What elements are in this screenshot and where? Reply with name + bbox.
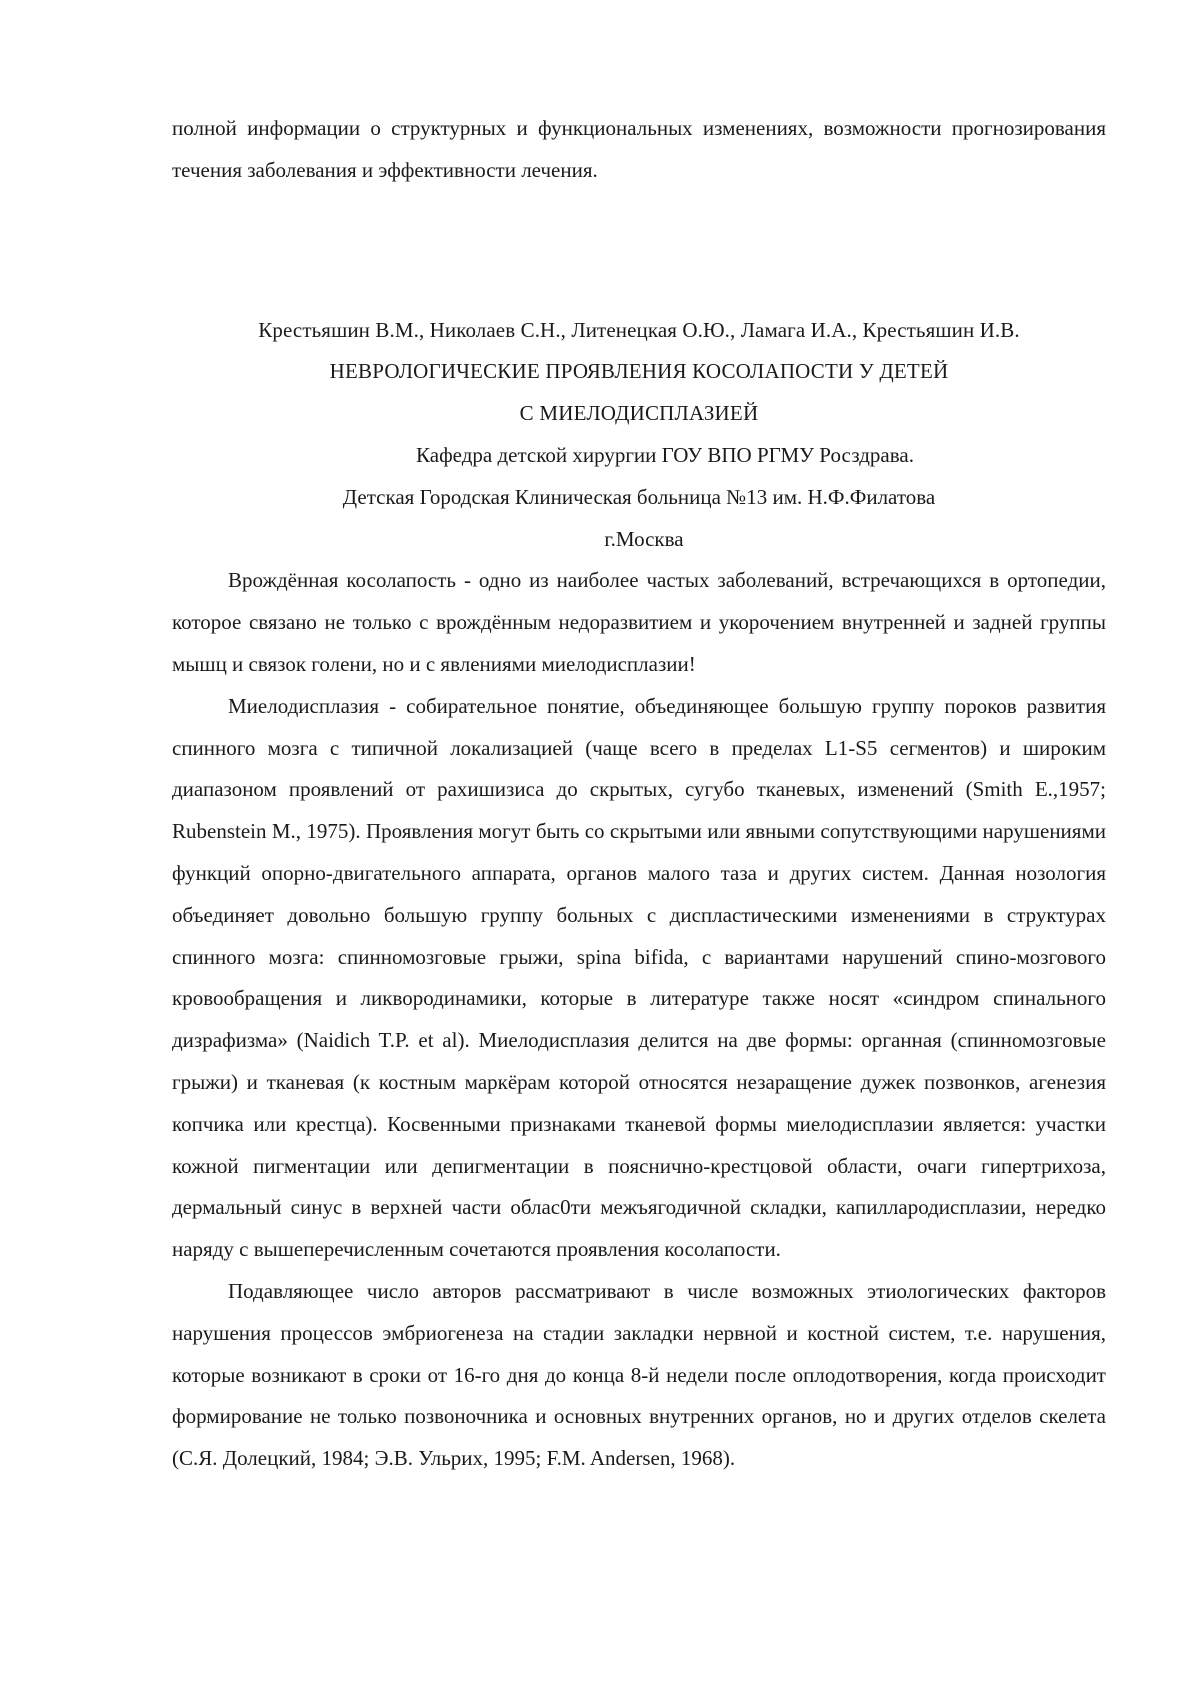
article-affiliation-hospital: Детская Городская Клиническая больница №13 им. Н.Ф.Филатова: [342, 484, 936, 509]
document-page: [172, 108, 1106, 1480]
article-title-line-1: НЕВРОЛОГИЧЕСКИЕ ПРОЯВЛЕНИЯ КОСОЛАПОСТИ У ДЕТЕЙ: [329, 359, 949, 384]
section-spacer: [172, 192, 1106, 310]
article-title-line-2: С МИЕЛОДИСПЛАЗИЕЙ: [519, 401, 759, 426]
body-paragraph: Подавляющее число авторов рассматривают в числе возможных этиологических факторов нарушения процессов эмбриогенеза на стадии закладки нервной и костной систем, т.е. нарушения, которые возникают в сроки от 16-го дня до конца 8-й недели после оплодотворения, когда происходит формирование не только позвоночника и основных внутренних органов, но и других отделов скелета (С.Я. Долецкий, 1984; Э.В. Ульрих, 1995; F.M. Andersen, 1968).: [172, 1278, 1106, 1471]
body-paragraph: Миелодисплазия - собирательное понятие, объединяющее большую группу пороков развития спинного мозга с типичной локализацией (чаще всего в пределах L1-S5 сегментов) и широким диапазоном проявлений от рахишизиса до скрытых, сугубо тканевых, изменений (Smith E.,1957; Rubenstein M., 1975). Проявления могут быть со скрытыми или явными сопутствующими нарушениями функций опорно-двигательного аппарата, органов малого таза и других систем. Данная нозология объединяет довольно большую группу больных с диспластическими изменениями в структурах спинного мозга: спинномозговые грыжи, spina bifida, с вариантами нарушений спино-мозгового кровообращения и ликвородинамики, которые в литературе также носят «синдром спинального дизрафизма» (Naidich T.P. et al). Миелодисплазия делится на две формы: органная (спинномозговые грыжи) и тканевая (к костным маркёрам которой относятся незаращение дужек позвонков, агенезия копчика или крестца). Косвенными признаками тканевой формы миелодисплазии является: участки кожной пигментации или депигментации в пояснично-крестцовой области, очаги гипертрихоза, дермальный синус в верхней части облас0ти межъягодичной складки, капиллародисплазии, нередко наряду с вышеперечисленным сочетаются проявления косолапости.: [172, 693, 1106, 1262]
article-body: [172, 560, 1106, 1480]
article-affiliation-department: Кафедра детской хирургии ГОУ ВПО РГМУ Росздрава.: [416, 442, 914, 467]
article-city: г.Москва: [604, 526, 684, 551]
intro-paragraph: полной информации о структурных и функциональных изменениях, возможности прогнозирования течения заболевания и эффективности лечения.: [172, 116, 1106, 182]
body-paragraph: Врождённая косолапость - одно из наиболее частых заболеваний, встречающихся в ортопедии, которое связано не только с врождённым недоразвитием и укорочением внутренней и задней группы мышц и связок голени, но и с явлениями миелодисплазии!: [172, 568, 1106, 676]
article-header: [172, 310, 1106, 561]
article-authors: Крестьяшин В.М., Николаев С.Н., Литенецкая О.Ю., Ламага И.А., Крестьяшин И.В.: [258, 317, 1020, 342]
